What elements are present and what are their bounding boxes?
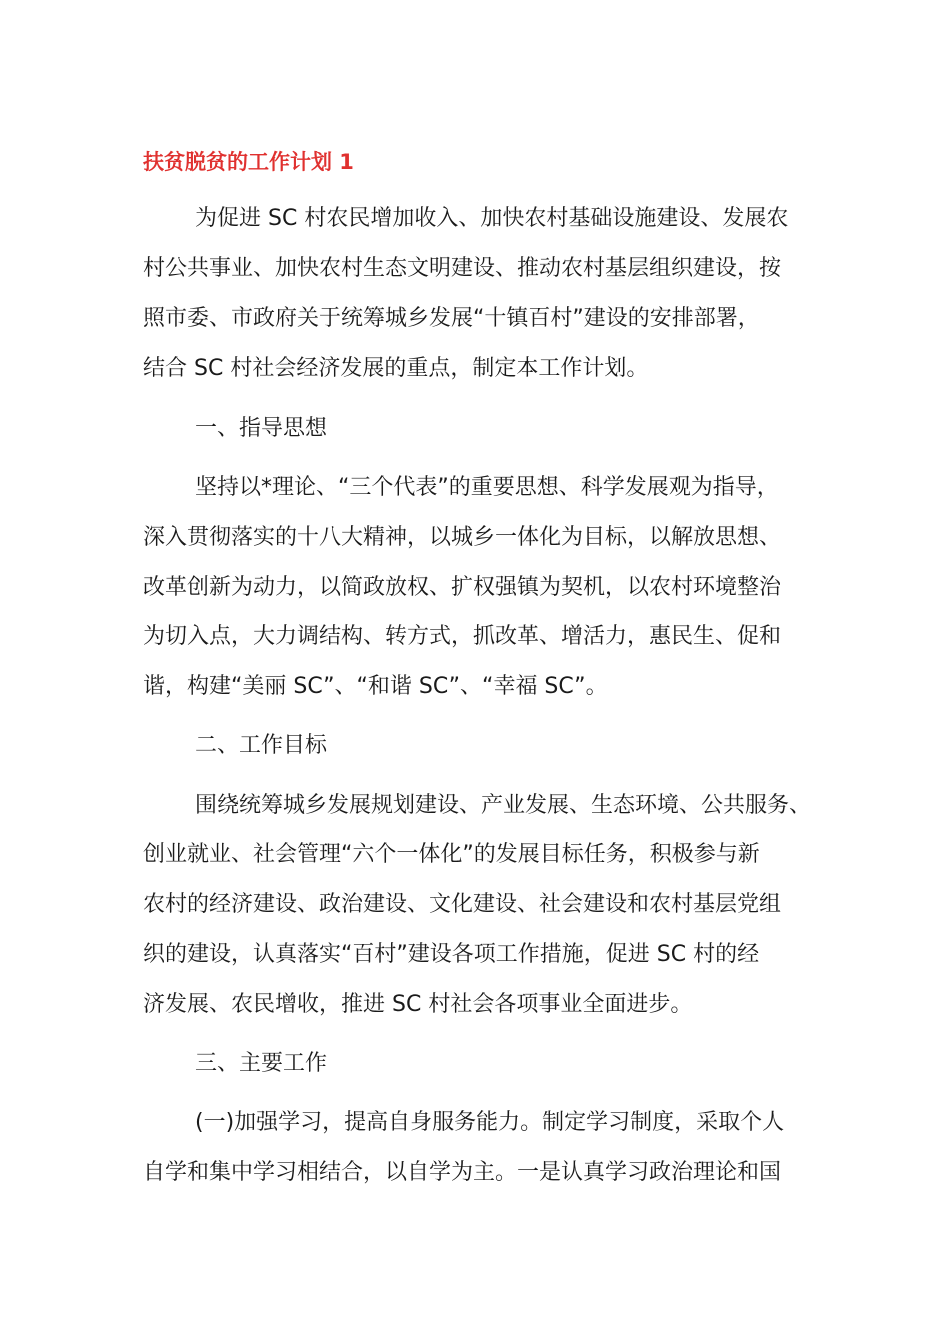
paragraph-3-line-4: 织的建设，认真落实“百村”建设各项工作措施，促进 SC 村的经 — [143, 942, 760, 967]
section-heading-main-work: 三、主要工作 — [195, 1051, 328, 1076]
paragraph-1-line-1: 为促进 SC 村农民增加收入、加快农村基础设施建设、发展农 — [195, 206, 789, 231]
paragraph-2-line-2: 深入贯彻落实的十八大精神，以城乡一体化为目标，以解放思想、 — [143, 525, 782, 550]
paragraph-3-line-3: 农村的经济建设、政治建设、文化建设、社会建设和农村基层党组 — [143, 892, 782, 917]
paragraph-1-line-2: 村公共事业、加快农村生态文明建设、推动农村基层组织建设，按 — [143, 256, 782, 281]
paragraph-2-line-3: 改革创新为动力，以简政放权、扩权强镇为契机，以农村环境整治 — [143, 575, 782, 600]
section-heading-guiding-ideology: 一、指导思想 — [195, 416, 328, 441]
paragraph-4-line-1: (一)加强学习，提高自身服务能力。制定学习制度，采取个人 — [195, 1110, 785, 1135]
paragraph-2-line-4: 为切入点，大力调结构、转方式，抓改革、增活力，惠民生、促和 — [143, 624, 782, 649]
section-heading-work-goals: 二、工作目标 — [195, 733, 328, 758]
paragraph-3-line-2: 创业就业、社会管理“六个一体化”的发展目标任务，积极参与新 — [143, 842, 760, 867]
paragraph-4-line-2: 自学和集中学习相结合，以自学为主。一是认真学习政治理论和国 — [143, 1160, 782, 1185]
paragraph-2-line-5: 谐，构建“美丽 SC”、“和谐 SC”、“幸福 SC”。 — [143, 674, 608, 699]
paragraph-3-line-1: 围绕统筹城乡发展规划建设、产业发展、生态环境、公共服务、 — [195, 793, 812, 818]
paragraph-2-line-1: 坚持以*理论、“三个代表”的重要思想、科学发展观为指导， — [195, 475, 779, 500]
paragraph-1-line-4: 结合 SC 村社会经济发展的重点，制定本工作计划。 — [143, 356, 649, 381]
paragraph-1-line-3: 照市委、市政府关于统筹城乡发展“十镇百村”建设的安排部署， — [143, 306, 760, 331]
paragraph-3-line-5: 济发展、农民增收，推进 SC 村社会各项事业全面进步。 — [143, 992, 693, 1017]
document-title: 扶贫脱贫的工作计划 1 — [143, 150, 354, 174]
